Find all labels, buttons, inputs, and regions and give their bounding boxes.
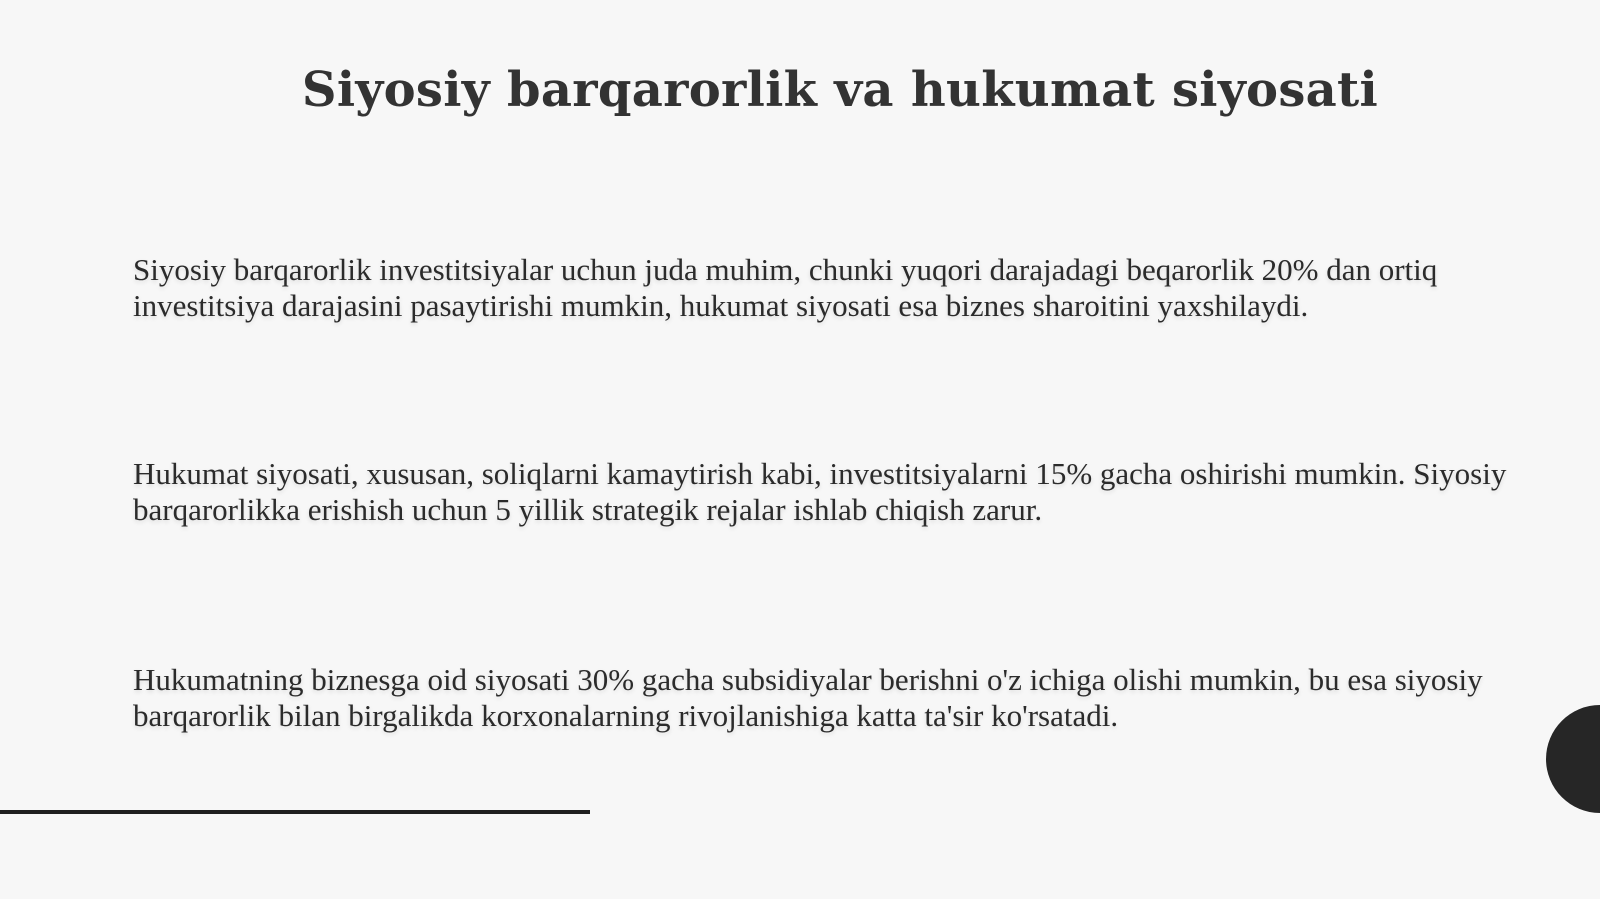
slide-title: Siyosiy barqarorlik va hukumat siyosati xyxy=(301,62,1379,118)
paragraph-2: Hukumat siyosati, xususan, soliqlarni kamaytirish kabi, investitsiyalarni 15% gacha oshirishi mumkin. Siyosiy barqarorlikka erishish uchun 5 yillik strategik rejalar ishlab chiqish zarur. xyxy=(133,456,1507,527)
decorative-rule xyxy=(0,810,590,814)
paragraph-3: Hukumatning biznesga oid siyosati 30% gacha subsidiyalar berishni o'z ichiga olishi mumkin, bu esa siyosiy barqarorlik bilan birgalikda korxonalarning rivojlanishiga katta ta'sir ko'rsatadi. xyxy=(133,662,1483,733)
paragraph-1: Siyosiy barqarorlik investitsiyalar uchun juda muhim, chunki yuqori darajadagi beqarorlik 20% dan ortiq investitsiya darajasini pasaytirishi mumkin, hukumat siyosati esa biznes sharoitini yaxshilaydi. xyxy=(133,252,1438,323)
decorative-circle xyxy=(1546,705,1600,813)
